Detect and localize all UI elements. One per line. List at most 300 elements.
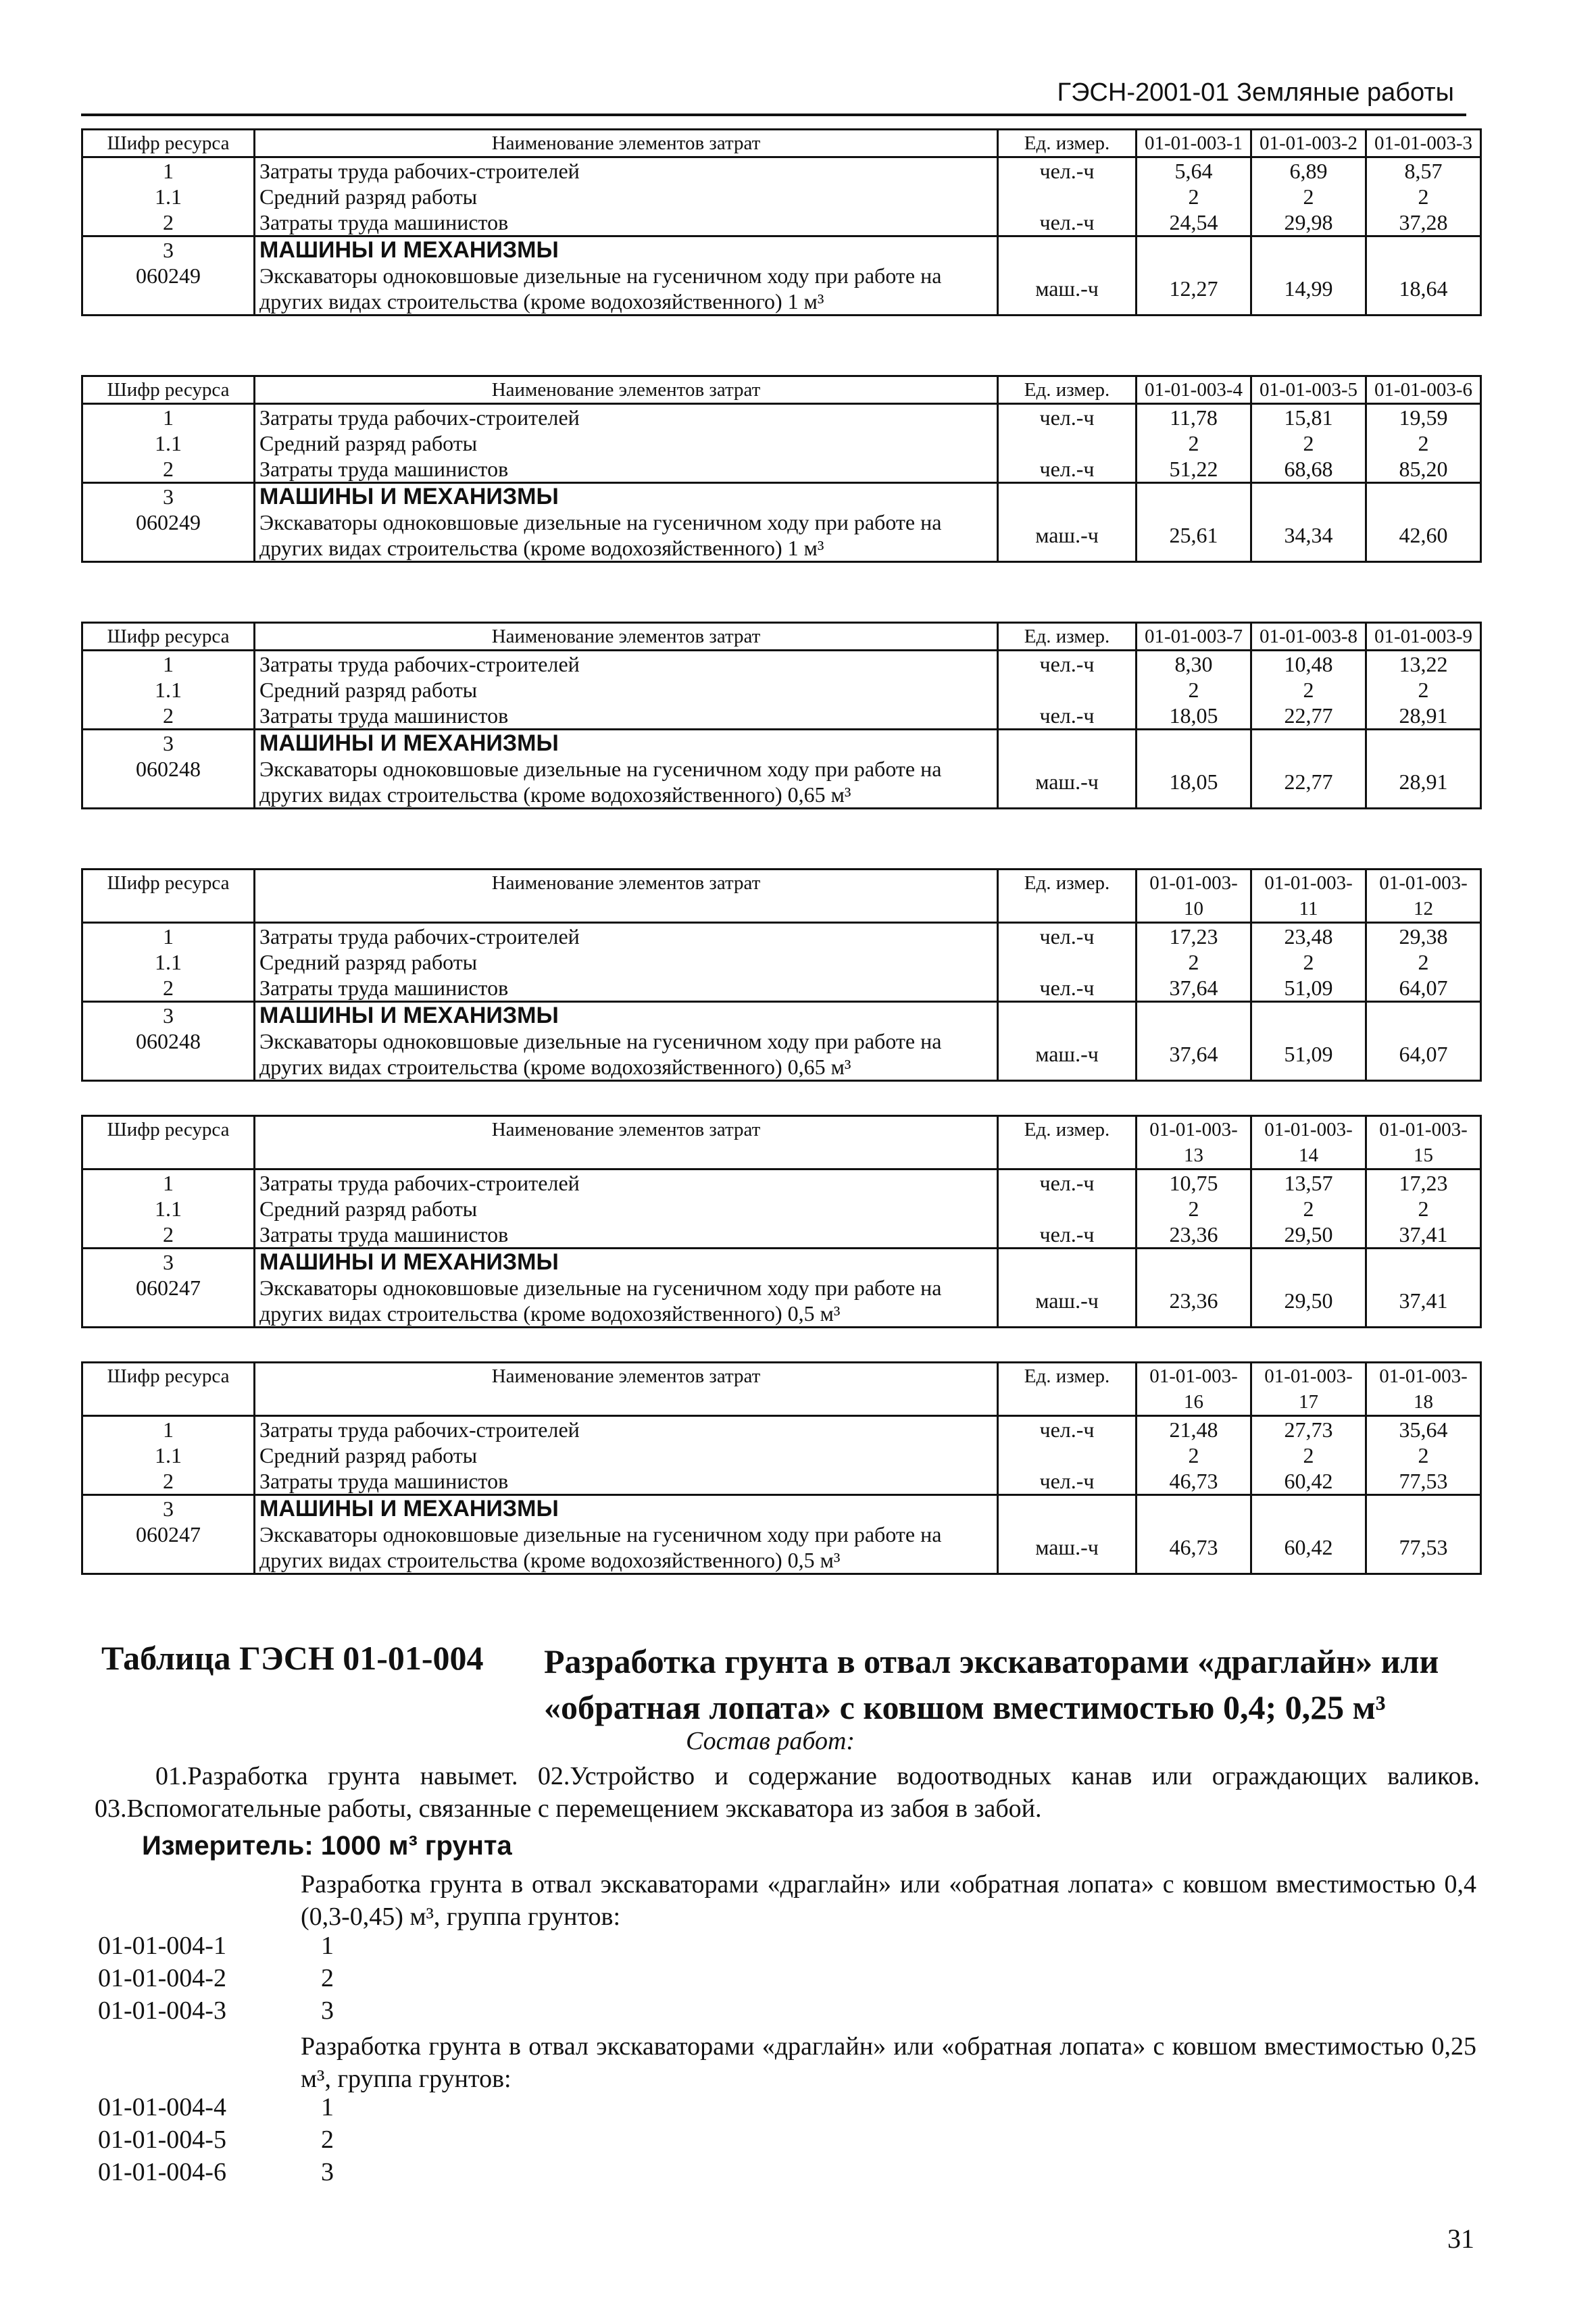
table-row (82, 1416, 1481, 1443)
header-unit (998, 623, 1137, 651)
row-value (1366, 1196, 1481, 1222)
header-name (255, 130, 998, 157)
machine-value (1366, 756, 1481, 809)
row-value-text: 64,07 (1399, 976, 1448, 1000)
machine-name-text: Экскаваторы одноковшовые дизельные на гусеничном ходу при работе на других видах строительства (кроме водохозяйственного) 0,5 м³ (259, 1276, 942, 1326)
norm-code-row (98, 1996, 334, 2026)
header-norm-code (1251, 376, 1366, 404)
header-norm-code (1137, 376, 1251, 404)
row-name-text: Средний разряд работы (259, 431, 478, 455)
section-title (255, 730, 998, 757)
row-name-text: Средний разряд работы (259, 678, 478, 702)
machine-value (1137, 1521, 1251, 1574)
group-description-2: Разработка грунта в отвал экскаваторами «драглайн» или «обратная лопата» с ковшом вместимостью 0,25 м³, группа грунтов: (301, 2032, 1476, 2093)
row-code (82, 404, 255, 431)
row-value-text: 37,64 (1169, 976, 1218, 1000)
row-value-text: 11,78 (1170, 405, 1218, 430)
section-row (82, 483, 1481, 510)
row-value (1251, 157, 1366, 184)
row-value (1251, 430, 1366, 456)
machine-code-text: 060248 (136, 1029, 201, 1053)
row-value-text: 13,57 (1284, 1171, 1333, 1195)
empty-cell (998, 1002, 1137, 1029)
header-norm-code-text: 01-01-003-14 (1264, 1119, 1353, 1166)
machine-name-text: Экскаваторы одноковшовые дизельные на гусеничном ходу при работе на других видах строительства (кроме водохозяйственного) 0,5 м³ (259, 1522, 942, 1572)
table-row (82, 184, 1481, 209)
row-value-text: 29,50 (1284, 1222, 1333, 1247)
machine-value (1366, 263, 1481, 316)
header-norm-code-text: 01-01-003-12 (1379, 872, 1468, 920)
section-title (255, 236, 998, 263)
row-value (1366, 975, 1481, 1002)
row-value (1137, 1222, 1251, 1249)
row-value (1137, 1468, 1251, 1495)
row-value-text: 2 (1418, 184, 1429, 209)
row-name (255, 456, 998, 483)
soil-group: 2 (321, 2126, 334, 2154)
row-code-text: 2 (163, 457, 174, 481)
norm-code: 01-01-004-6 (98, 2158, 226, 2186)
row-code-text: 1.1 (155, 1197, 182, 1221)
table-row (82, 404, 1481, 431)
header-code-text: Шифр ресурса (107, 379, 230, 401)
row-value (1137, 1442, 1251, 1468)
table-row (82, 1442, 1481, 1468)
row-name (255, 651, 998, 678)
header-norm-code (1251, 623, 1366, 651)
row-name (255, 184, 998, 209)
row-value-text: 23,36 (1169, 1222, 1218, 1247)
table-header-row (82, 1363, 1481, 1416)
row-value (1137, 404, 1251, 431)
row-value (1137, 157, 1251, 184)
machine-value-text: 37,64 (1169, 1042, 1218, 1066)
norm-code-row (98, 2157, 334, 2187)
empty-cell (998, 236, 1137, 263)
row-unit-text: чел.-ч (1039, 703, 1095, 728)
row-name-text: Затраты труда рабочих-строителей (259, 159, 580, 183)
norm-code: 01-01-004-5 (98, 2126, 226, 2154)
row-unit (998, 209, 1137, 236)
empty-cell (1137, 1002, 1251, 1029)
header-norm-code (1137, 870, 1251, 923)
row-code-text: 2 (163, 1222, 174, 1247)
row-value-text: 28,91 (1399, 703, 1448, 728)
header-name (255, 1116, 998, 1169)
norm-table (81, 868, 1482, 1082)
row-value-text: 85,20 (1399, 457, 1448, 481)
empty-cell (1366, 1249, 1481, 1276)
header-code-text: Шифр ресурса (107, 132, 230, 154)
row-code-text: 1 (163, 1171, 174, 1195)
row-code-text: 1.1 (155, 1443, 182, 1467)
row-value-text: 8,30 (1174, 652, 1213, 676)
table-row (82, 651, 1481, 678)
machine-unit-text: маш.-ч (1035, 770, 1099, 794)
machine-value (1137, 1275, 1251, 1328)
row-value (1366, 184, 1481, 209)
row-value (1137, 209, 1251, 236)
row-value-text: 17,23 (1169, 924, 1218, 949)
row-name (255, 1169, 998, 1197)
machine-name (255, 1275, 998, 1328)
row-unit-text: чел.-ч (1039, 159, 1095, 183)
machine-row (82, 1521, 1481, 1574)
row-unit-text: чел.-ч (1039, 457, 1095, 481)
header-unit (998, 870, 1137, 923)
empty-cell (1251, 730, 1366, 757)
header-norm-code (1366, 623, 1481, 651)
row-value (1251, 1442, 1366, 1468)
machine-value (1366, 1275, 1481, 1328)
row-value (1251, 949, 1366, 975)
composition-label: Состав работ: (686, 1727, 855, 1755)
soil-group: 2 (321, 1964, 334, 1992)
header-norm-code-text: 01-01-003-5 (1260, 379, 1357, 401)
empty-cell (998, 730, 1137, 757)
machine-code (82, 1521, 255, 1574)
machine-value-text: 42,60 (1399, 523, 1448, 547)
machine-value (1251, 263, 1366, 316)
machine-value-text: 18,05 (1169, 770, 1218, 794)
machine-value-text: 34,34 (1284, 523, 1333, 547)
header-norm-code-text: 01-01-003-2 (1260, 132, 1357, 154)
row-value-text: 27,73 (1284, 1417, 1333, 1442)
header-norm-code-text: 01-01-003-13 (1149, 1119, 1238, 1166)
running-header (81, 73, 1466, 116)
row-value-text: 2 (1303, 431, 1314, 455)
machine-value (1137, 756, 1251, 809)
header-norm-code (1137, 1116, 1251, 1169)
row-unit (998, 1468, 1137, 1495)
section-code (82, 1495, 255, 1522)
row-code (82, 703, 255, 730)
row-name (255, 1468, 998, 1495)
machine-unit-text: маш.-ч (1035, 1042, 1099, 1066)
machine-value (1366, 1028, 1481, 1081)
machine-name-text: Экскаваторы одноковшовые дизельные на гусеничном ходу при работе на других видах строительства (кроме водохозяйственного) 1 м³ (259, 510, 942, 560)
section-row (82, 730, 1481, 757)
row-value (1366, 651, 1481, 678)
row-value-text: 2 (1418, 678, 1429, 702)
header-title: ГЭСН-2001-01 Земляные работы (1057, 78, 1454, 107)
row-value-text: 19,59 (1399, 405, 1448, 430)
header-code-text: Шифр ресурса (107, 1365, 230, 1387)
row-code-text: 1.1 (155, 678, 182, 702)
section-title-text: МАШИНЫ И МЕХАНИЗМЫ (259, 1249, 559, 1275)
machine-code (82, 1275, 255, 1328)
row-value (1137, 456, 1251, 483)
machine-code (82, 1028, 255, 1081)
header-name-text: Наименование элементов затрат (491, 1365, 761, 1387)
row-value-text: 17,23 (1399, 1171, 1448, 1195)
machine-value (1251, 1028, 1366, 1081)
row-name-text: Затраты труда рабочих-строителей (259, 1417, 580, 1442)
row-unit (998, 923, 1137, 950)
row-value (1137, 703, 1251, 730)
machine-value-text: 28,91 (1399, 770, 1448, 794)
header-norm-code (1366, 130, 1481, 157)
norm-code-row (98, 2092, 334, 2122)
empty-cell (1137, 1495, 1251, 1522)
empty-cell (1366, 730, 1481, 757)
table-004-title: Разработка грунта в отвал экскаваторами «драглайн» или «обратная лопата» с ковшом вместимостью 0,4; 0,25 м³ (544, 1642, 1439, 1726)
header-name (255, 623, 998, 651)
row-value (1251, 184, 1366, 209)
row-value (1366, 1468, 1481, 1495)
machine-unit (998, 263, 1137, 316)
row-unit (998, 949, 1137, 975)
row-name-text: Средний разряд работы (259, 1197, 478, 1221)
row-value (1251, 677, 1366, 703)
row-code (82, 1468, 255, 1495)
header-code (82, 376, 255, 404)
row-name (255, 1196, 998, 1222)
row-value-text: 2 (1418, 431, 1429, 455)
machine-value (1366, 509, 1481, 562)
empty-cell (1366, 483, 1481, 510)
table-row (82, 923, 1481, 950)
machine-value-text: 18,64 (1399, 276, 1448, 301)
row-value (1366, 157, 1481, 184)
row-value-text: 2 (1188, 678, 1199, 702)
table-row (82, 975, 1481, 1002)
header-unit (998, 1363, 1137, 1416)
row-unit (998, 404, 1137, 431)
row-code-text: 1 (163, 1417, 174, 1442)
row-name (255, 404, 998, 431)
header-code-text: Шифр ресурса (107, 1119, 230, 1140)
row-value-text: 46,73 (1169, 1469, 1218, 1493)
header-norm-code-text: 01-01-003-17 (1264, 1365, 1353, 1413)
row-value (1251, 404, 1366, 431)
header-norm-code-text: 01-01-003-9 (1374, 626, 1472, 647)
machine-value-text: 22,77 (1284, 770, 1333, 794)
empty-cell (1251, 1002, 1366, 1029)
table-row (82, 1169, 1481, 1197)
table-header-row (82, 1116, 1481, 1169)
row-value-text: 77,53 (1399, 1469, 1448, 1493)
machine-code (82, 509, 255, 562)
table-row (82, 209, 1481, 236)
header-name (255, 376, 998, 404)
row-code (82, 677, 255, 703)
header-code (82, 623, 255, 651)
row-unit-text: чел.-ч (1039, 976, 1095, 1000)
machine-name (255, 756, 998, 809)
section-code-text: 3 (163, 1250, 174, 1274)
row-value-text: 2 (1418, 1443, 1429, 1467)
soil-group: 3 (321, 2158, 334, 2186)
row-name (255, 949, 998, 975)
row-value (1251, 1416, 1366, 1443)
header-norm-code-text: 01-01-003-7 (1145, 626, 1243, 647)
row-value-text: 18,05 (1169, 703, 1218, 728)
row-value (1137, 1169, 1251, 1197)
header-unit-text: Ед. измер. (1024, 1119, 1110, 1140)
row-name-text: Затраты труда рабочих-строителей (259, 405, 580, 430)
row-value (1137, 651, 1251, 678)
machine-value-text: 29,50 (1284, 1288, 1333, 1313)
row-value-text: 2 (1418, 950, 1429, 974)
row-code (82, 651, 255, 678)
header-unit (998, 376, 1137, 404)
row-unit-text: чел.-ч (1039, 210, 1095, 234)
row-value-text: 2 (1188, 184, 1199, 209)
empty-cell (998, 483, 1137, 510)
machine-code-text: 060247 (136, 1276, 201, 1300)
row-code (82, 209, 255, 236)
empty-cell (1137, 1249, 1251, 1276)
machine-unit-text: маш.-ч (1035, 1535, 1099, 1559)
table-row (82, 456, 1481, 483)
table-004-label: Таблица ГЭСН 01-01-004 (101, 1639, 484, 1677)
empty-cell (998, 1495, 1137, 1522)
table-header-row (82, 623, 1481, 651)
row-value-text: 29,98 (1284, 210, 1333, 234)
row-value-text: 10,75 (1169, 1171, 1218, 1195)
machine-name-text: Экскаваторы одноковшовые дизельные на гусеничном ходу при работе на других видах строительства (кроме водохозяйственного) 1 м³ (259, 263, 942, 313)
row-name (255, 923, 998, 950)
row-value (1366, 1416, 1481, 1443)
table-row (82, 949, 1481, 975)
header-code (82, 870, 255, 923)
machine-value (1137, 509, 1251, 562)
header-unit-text: Ед. измер. (1024, 872, 1110, 894)
row-unit (998, 456, 1137, 483)
row-code-text: 2 (163, 1469, 174, 1493)
machine-name (255, 1521, 998, 1574)
row-value (1366, 209, 1481, 236)
header-norm-code (1137, 1363, 1251, 1416)
row-value-text: 37,28 (1399, 210, 1448, 234)
machine-row (82, 509, 1481, 562)
row-unit (998, 975, 1137, 1002)
row-code (82, 1196, 255, 1222)
table-row (82, 1468, 1481, 1495)
table-row (82, 1196, 1481, 1222)
empty-cell (1251, 1249, 1366, 1276)
row-value-text: 5,64 (1174, 159, 1213, 183)
section-title-text: МАШИНЫ И МЕХАНИЗМЫ (259, 730, 559, 756)
row-code-text: 2 (163, 703, 174, 728)
norm-code-row (98, 1931, 334, 1961)
row-value-text: 2 (1418, 1197, 1429, 1221)
row-unit (998, 1416, 1137, 1443)
row-name-text: Затраты труда машинистов (259, 1469, 509, 1493)
table-row (82, 430, 1481, 456)
header-unit (998, 130, 1137, 157)
machine-name (255, 263, 998, 316)
row-code (82, 456, 255, 483)
row-code-text: 1.1 (155, 184, 182, 209)
header-code (82, 1116, 255, 1169)
machine-value (1251, 1521, 1366, 1574)
row-code (82, 1169, 255, 1197)
empty-cell (998, 1249, 1137, 1276)
machine-code (82, 756, 255, 809)
row-code (82, 1222, 255, 1249)
machine-row (82, 263, 1481, 316)
empty-cell (1137, 730, 1251, 757)
machine-unit-text: маш.-ч (1035, 523, 1099, 547)
row-name-text: Средний разряд работы (259, 1443, 478, 1467)
header-code (82, 130, 255, 157)
machine-name-text: Экскаваторы одноковшовые дизельные на гусеничном ходу при работе на других видах строительства (кроме водохозяйственного) 0,65 м³ (259, 757, 942, 807)
row-value (1366, 1442, 1481, 1468)
table-row (82, 703, 1481, 730)
row-name-text: Затраты труда машинистов (259, 457, 509, 481)
header-name-text: Наименование элементов затрат (491, 379, 761, 401)
row-unit (998, 1222, 1137, 1249)
header-name-text: Наименование элементов затрат (491, 132, 761, 154)
row-code (82, 1416, 255, 1443)
row-value (1366, 456, 1481, 483)
header-norm-code (1366, 870, 1481, 923)
section-code-text: 3 (163, 484, 174, 509)
header-norm-code-text: 01-01-003-6 (1374, 379, 1472, 401)
machine-unit-text: маш.-ч (1035, 1288, 1099, 1313)
header-norm-code (1251, 130, 1366, 157)
header-code (82, 1363, 255, 1416)
row-value-text: 2 (1303, 950, 1314, 974)
header-unit-text: Ед. измер. (1024, 379, 1110, 401)
row-value-text: 2 (1303, 184, 1314, 209)
section-code-text: 3 (163, 1003, 174, 1028)
machine-value-text: 46,73 (1169, 1535, 1218, 1559)
row-value (1366, 1169, 1481, 1197)
section-row (82, 1249, 1481, 1276)
row-name (255, 1442, 998, 1468)
row-name-text: Затраты труда рабочих-строителей (259, 652, 580, 676)
header-norm-code-text: 01-01-003-3 (1374, 132, 1472, 154)
header-name-text: Наименование элементов затрат (491, 1119, 761, 1140)
empty-cell (1366, 1495, 1481, 1522)
row-unit (998, 703, 1137, 730)
row-code-text: 1.1 (155, 431, 182, 455)
machine-name-text: Экскаваторы одноковшовые дизельные на гусеничном ходу при работе на других видах строительства (кроме водохозяйственного) 0,65 м³ (259, 1029, 942, 1079)
section-title-text: МАШИНЫ И МЕХАНИЗМЫ (259, 1496, 559, 1521)
header-name-text: Наименование элементов затрат (491, 626, 761, 647)
machine-value (1251, 509, 1366, 562)
header-norm-code (1137, 623, 1251, 651)
row-unit-text: чел.-ч (1039, 1171, 1095, 1195)
section-code (82, 730, 255, 757)
row-unit (998, 430, 1137, 456)
row-value (1137, 1416, 1251, 1443)
soil-group: 1 (321, 1932, 334, 1960)
row-name (255, 703, 998, 730)
section-row (82, 1002, 1481, 1029)
machine-row (82, 756, 1481, 809)
row-value-text: 35,64 (1399, 1417, 1448, 1442)
row-code (82, 1442, 255, 1468)
empty-cell (1137, 236, 1251, 263)
header-name (255, 870, 998, 923)
section-title (255, 1495, 998, 1522)
row-value (1137, 949, 1251, 975)
row-unit-text: чел.-ч (1039, 924, 1095, 949)
section-title-text: МАШИНЫ И МЕХАНИЗМЫ (259, 1003, 559, 1028)
machine-row (82, 1275, 1481, 1328)
empty-cell (1251, 236, 1366, 263)
row-name (255, 1222, 998, 1249)
machine-value-text: 51,09 (1284, 1042, 1333, 1066)
row-value (1366, 430, 1481, 456)
norm-table (81, 1361, 1482, 1575)
row-value (1366, 1222, 1481, 1249)
header-norm-code-text: 01-01-003-18 (1379, 1365, 1468, 1413)
